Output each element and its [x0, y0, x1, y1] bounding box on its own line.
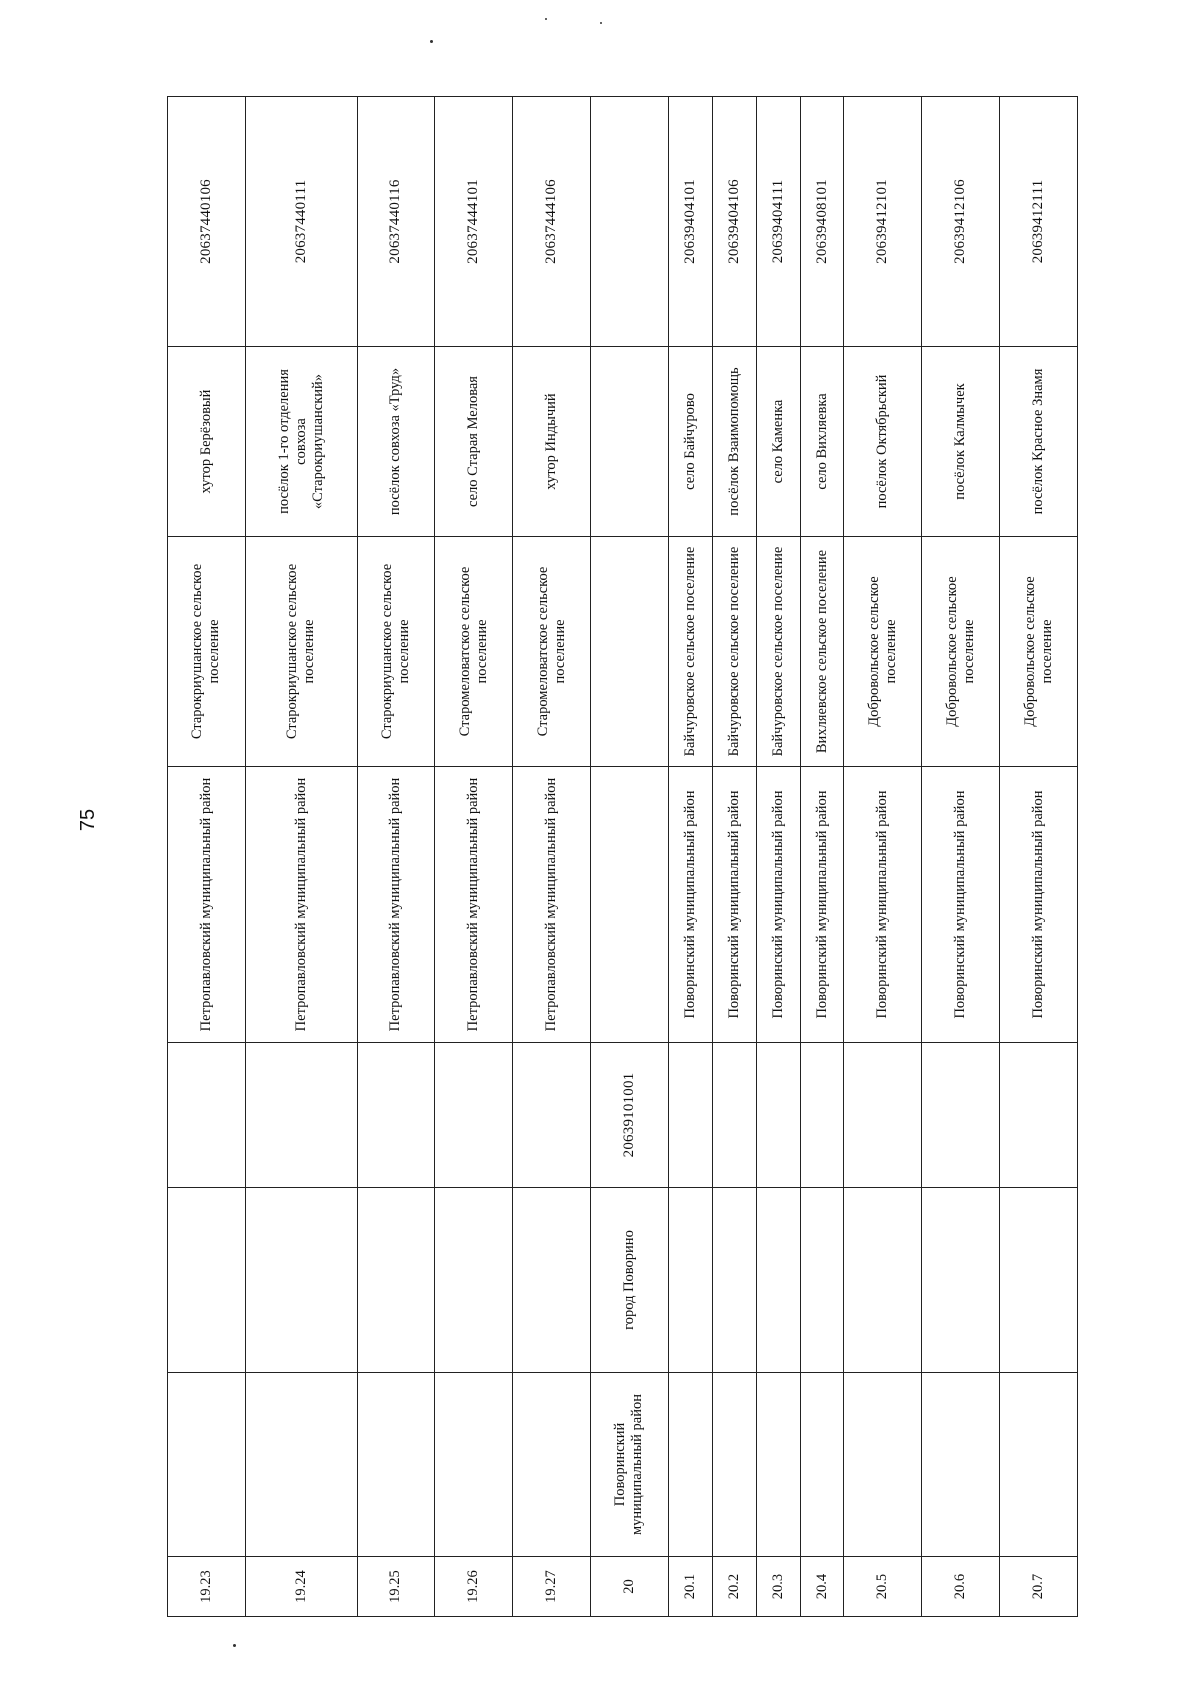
- row-number-cell: 20.5: [844, 1557, 922, 1617]
- place-cell: село Вихляевка: [800, 347, 844, 537]
- place-cell: посёлок совхоза «Труд»: [357, 347, 435, 537]
- scan-speck: [545, 18, 547, 20]
- municipality-cell: Петропавловский муниципальный район: [168, 767, 246, 1043]
- settlements-table-container: [167, 97, 1078, 1617]
- city-code-cell: [357, 1043, 435, 1188]
- oktmo-code-cell: 20637440116: [357, 97, 435, 347]
- city-cell: [435, 1188, 513, 1373]
- settlement-cell: [591, 537, 669, 767]
- table-row: [357, 97, 435, 1617]
- place-cell: посёлок Октябрьский: [844, 347, 922, 537]
- city-cell: [513, 1188, 591, 1373]
- city-code-cell: [800, 1043, 844, 1188]
- row-number-cell: 19.23: [168, 1557, 246, 1617]
- district-cell: [513, 1373, 591, 1557]
- oktmo-code-cell: 20637440111: [245, 97, 357, 347]
- oktmo-code-cell: 20639412101: [844, 97, 922, 347]
- city-code-cell: [245, 1043, 357, 1188]
- table-row: [591, 97, 669, 1617]
- oktmo-code-cell: 20639404111: [756, 97, 800, 347]
- district-cell: [1000, 1373, 1078, 1557]
- settlement-cell: Байчуровское сельское поселение: [712, 537, 756, 767]
- row-number-cell: 20.3: [756, 1557, 800, 1617]
- table-row: [668, 97, 712, 1617]
- table-row: [1000, 97, 1078, 1617]
- table-row: [435, 97, 513, 1617]
- scan-speck: [430, 40, 433, 43]
- municipality-cell: Поворинский муниципальный район: [922, 767, 1000, 1043]
- city-code-cell: [712, 1043, 756, 1188]
- oktmo-code-cell: 20637444106: [513, 97, 591, 347]
- city-cell: [712, 1188, 756, 1373]
- city-cell: [844, 1188, 922, 1373]
- oktmo-code-cell: 20639404101: [668, 97, 712, 347]
- row-number-cell: 20.6: [922, 1557, 1000, 1617]
- district-cell: [245, 1373, 357, 1557]
- place-cell: село Байчурово: [668, 347, 712, 537]
- place-cell: [591, 347, 669, 537]
- settlement-cell: Добровольское сельское поселение: [844, 537, 922, 767]
- table-row: [800, 97, 844, 1617]
- place-cell: посёлок Калмычек: [922, 347, 1000, 537]
- city-cell: [800, 1188, 844, 1373]
- row-number-cell: 19.27: [513, 1557, 591, 1617]
- settlement-cell: Добровольское сельское поселение: [1000, 537, 1078, 767]
- page-number: 75: [77, 808, 99, 832]
- place-cell: посёлок Красное Знамя: [1000, 347, 1078, 537]
- table-row: [756, 97, 800, 1617]
- city-cell: [1000, 1188, 1078, 1373]
- city-cell: [756, 1188, 800, 1373]
- city-cell: [245, 1188, 357, 1373]
- district-cell: [922, 1373, 1000, 1557]
- table-row: [712, 97, 756, 1617]
- city-code-cell: [844, 1043, 922, 1188]
- municipality-cell: Петропавловский муниципальный район: [357, 767, 435, 1043]
- district-cell: [435, 1373, 513, 1557]
- table-row: [513, 97, 591, 1617]
- city-cell: [922, 1188, 1000, 1373]
- district-cell: Поворинский муниципальный район: [591, 1373, 669, 1557]
- city-code-cell: 20639101001: [591, 1043, 669, 1188]
- municipality-cell: Петропавловский муниципальный район: [435, 767, 513, 1043]
- scan-speck: [600, 22, 602, 24]
- place-cell: село Старая Меловая: [435, 347, 513, 537]
- municipality-cell: Поворинский муниципальный район: [1000, 767, 1078, 1043]
- city-code-cell: [756, 1043, 800, 1188]
- district-cell: [357, 1373, 435, 1557]
- scan-speck: [233, 1644, 236, 1647]
- settlement-cell: Добровольское сельское поселение: [922, 537, 1000, 767]
- municipality-cell: Поворинский муниципальный район: [712, 767, 756, 1043]
- municipality-cell: Петропавловский муниципальный район: [245, 767, 357, 1043]
- oktmo-code-cell: 20639412111: [1000, 97, 1078, 347]
- city-cell: [668, 1188, 712, 1373]
- oktmo-code-cell: 20637440106: [168, 97, 246, 347]
- municipality-cell: Поворинский муниципальный район: [668, 767, 712, 1043]
- place-cell: село Каменка: [756, 347, 800, 537]
- municipality-cell: Поворинский муниципальный район: [800, 767, 844, 1043]
- settlement-cell: Байчуровское сельское поселение: [756, 537, 800, 767]
- district-cell: [168, 1373, 246, 1557]
- district-cell: [712, 1373, 756, 1557]
- row-number-cell: 20.4: [800, 1557, 844, 1617]
- settlement-cell: Старомеловатское сельское поселение: [513, 537, 591, 767]
- city-code-cell: [435, 1043, 513, 1188]
- city-code-cell: [922, 1043, 1000, 1188]
- table-row: [168, 97, 246, 1617]
- oktmo-code-cell: 20637444101: [435, 97, 513, 347]
- district-cell: [756, 1373, 800, 1557]
- oktmo-code-cell: 20639404106: [712, 97, 756, 347]
- city-cell: [357, 1188, 435, 1373]
- table-body: [168, 97, 1078, 1617]
- place-cell: посёлок Взаимопомощь: [712, 347, 756, 537]
- city-code-cell: [513, 1043, 591, 1188]
- row-number-cell: 19.24: [245, 1557, 357, 1617]
- city-code-cell: [168, 1043, 246, 1188]
- city-code-cell: [668, 1043, 712, 1188]
- municipality-cell: Поворинский муниципальный район: [756, 767, 800, 1043]
- district-cell: [668, 1373, 712, 1557]
- city-cell: город Поворино: [591, 1188, 669, 1373]
- district-cell: [800, 1373, 844, 1557]
- rotated-page-content: [167, 97, 1078, 1617]
- table-row: [844, 97, 922, 1617]
- table-row: [245, 97, 357, 1617]
- row-number-cell: 20: [591, 1557, 669, 1617]
- row-number-cell: 20.1: [668, 1557, 712, 1617]
- place-cell: хутор Индычий: [513, 347, 591, 537]
- settlements-table: [167, 96, 1078, 1617]
- oktmo-code-cell: 20639408101: [800, 97, 844, 347]
- oktmo-code-cell: 20639412106: [922, 97, 1000, 347]
- row-number-cell: 19.26: [435, 1557, 513, 1617]
- municipality-cell: Поворинский муниципальный район: [844, 767, 922, 1043]
- settlement-cell: Старомеловатское сельское поселение: [435, 537, 513, 767]
- settlement-cell: Вихляевское сельское поселение: [800, 537, 844, 767]
- row-number-cell: 20.2: [712, 1557, 756, 1617]
- oktmo-code-cell: [591, 97, 669, 347]
- table-row: [922, 97, 1000, 1617]
- district-cell: [844, 1373, 922, 1557]
- place-cell: хутор Берёзовый: [168, 347, 246, 537]
- settlement-cell: Старокриушанское сельское поселение: [357, 537, 435, 767]
- municipality-cell: Петропавловский муниципальный район: [513, 767, 591, 1043]
- place-cell: посёлок 1-го отделения совхоза «Старокриушанский»: [245, 347, 357, 537]
- city-code-cell: [1000, 1043, 1078, 1188]
- settlement-cell: Старокриушанское сельское поселение: [168, 537, 246, 767]
- settlement-cell: Байчуровское сельское поселение: [668, 537, 712, 767]
- municipality-cell: [591, 767, 669, 1043]
- row-number-cell: 19.25: [357, 1557, 435, 1617]
- settlement-cell: Старокриушанское сельское поселение: [245, 537, 357, 767]
- city-cell: [168, 1188, 246, 1373]
- row-number-cell: 20.7: [1000, 1557, 1078, 1617]
